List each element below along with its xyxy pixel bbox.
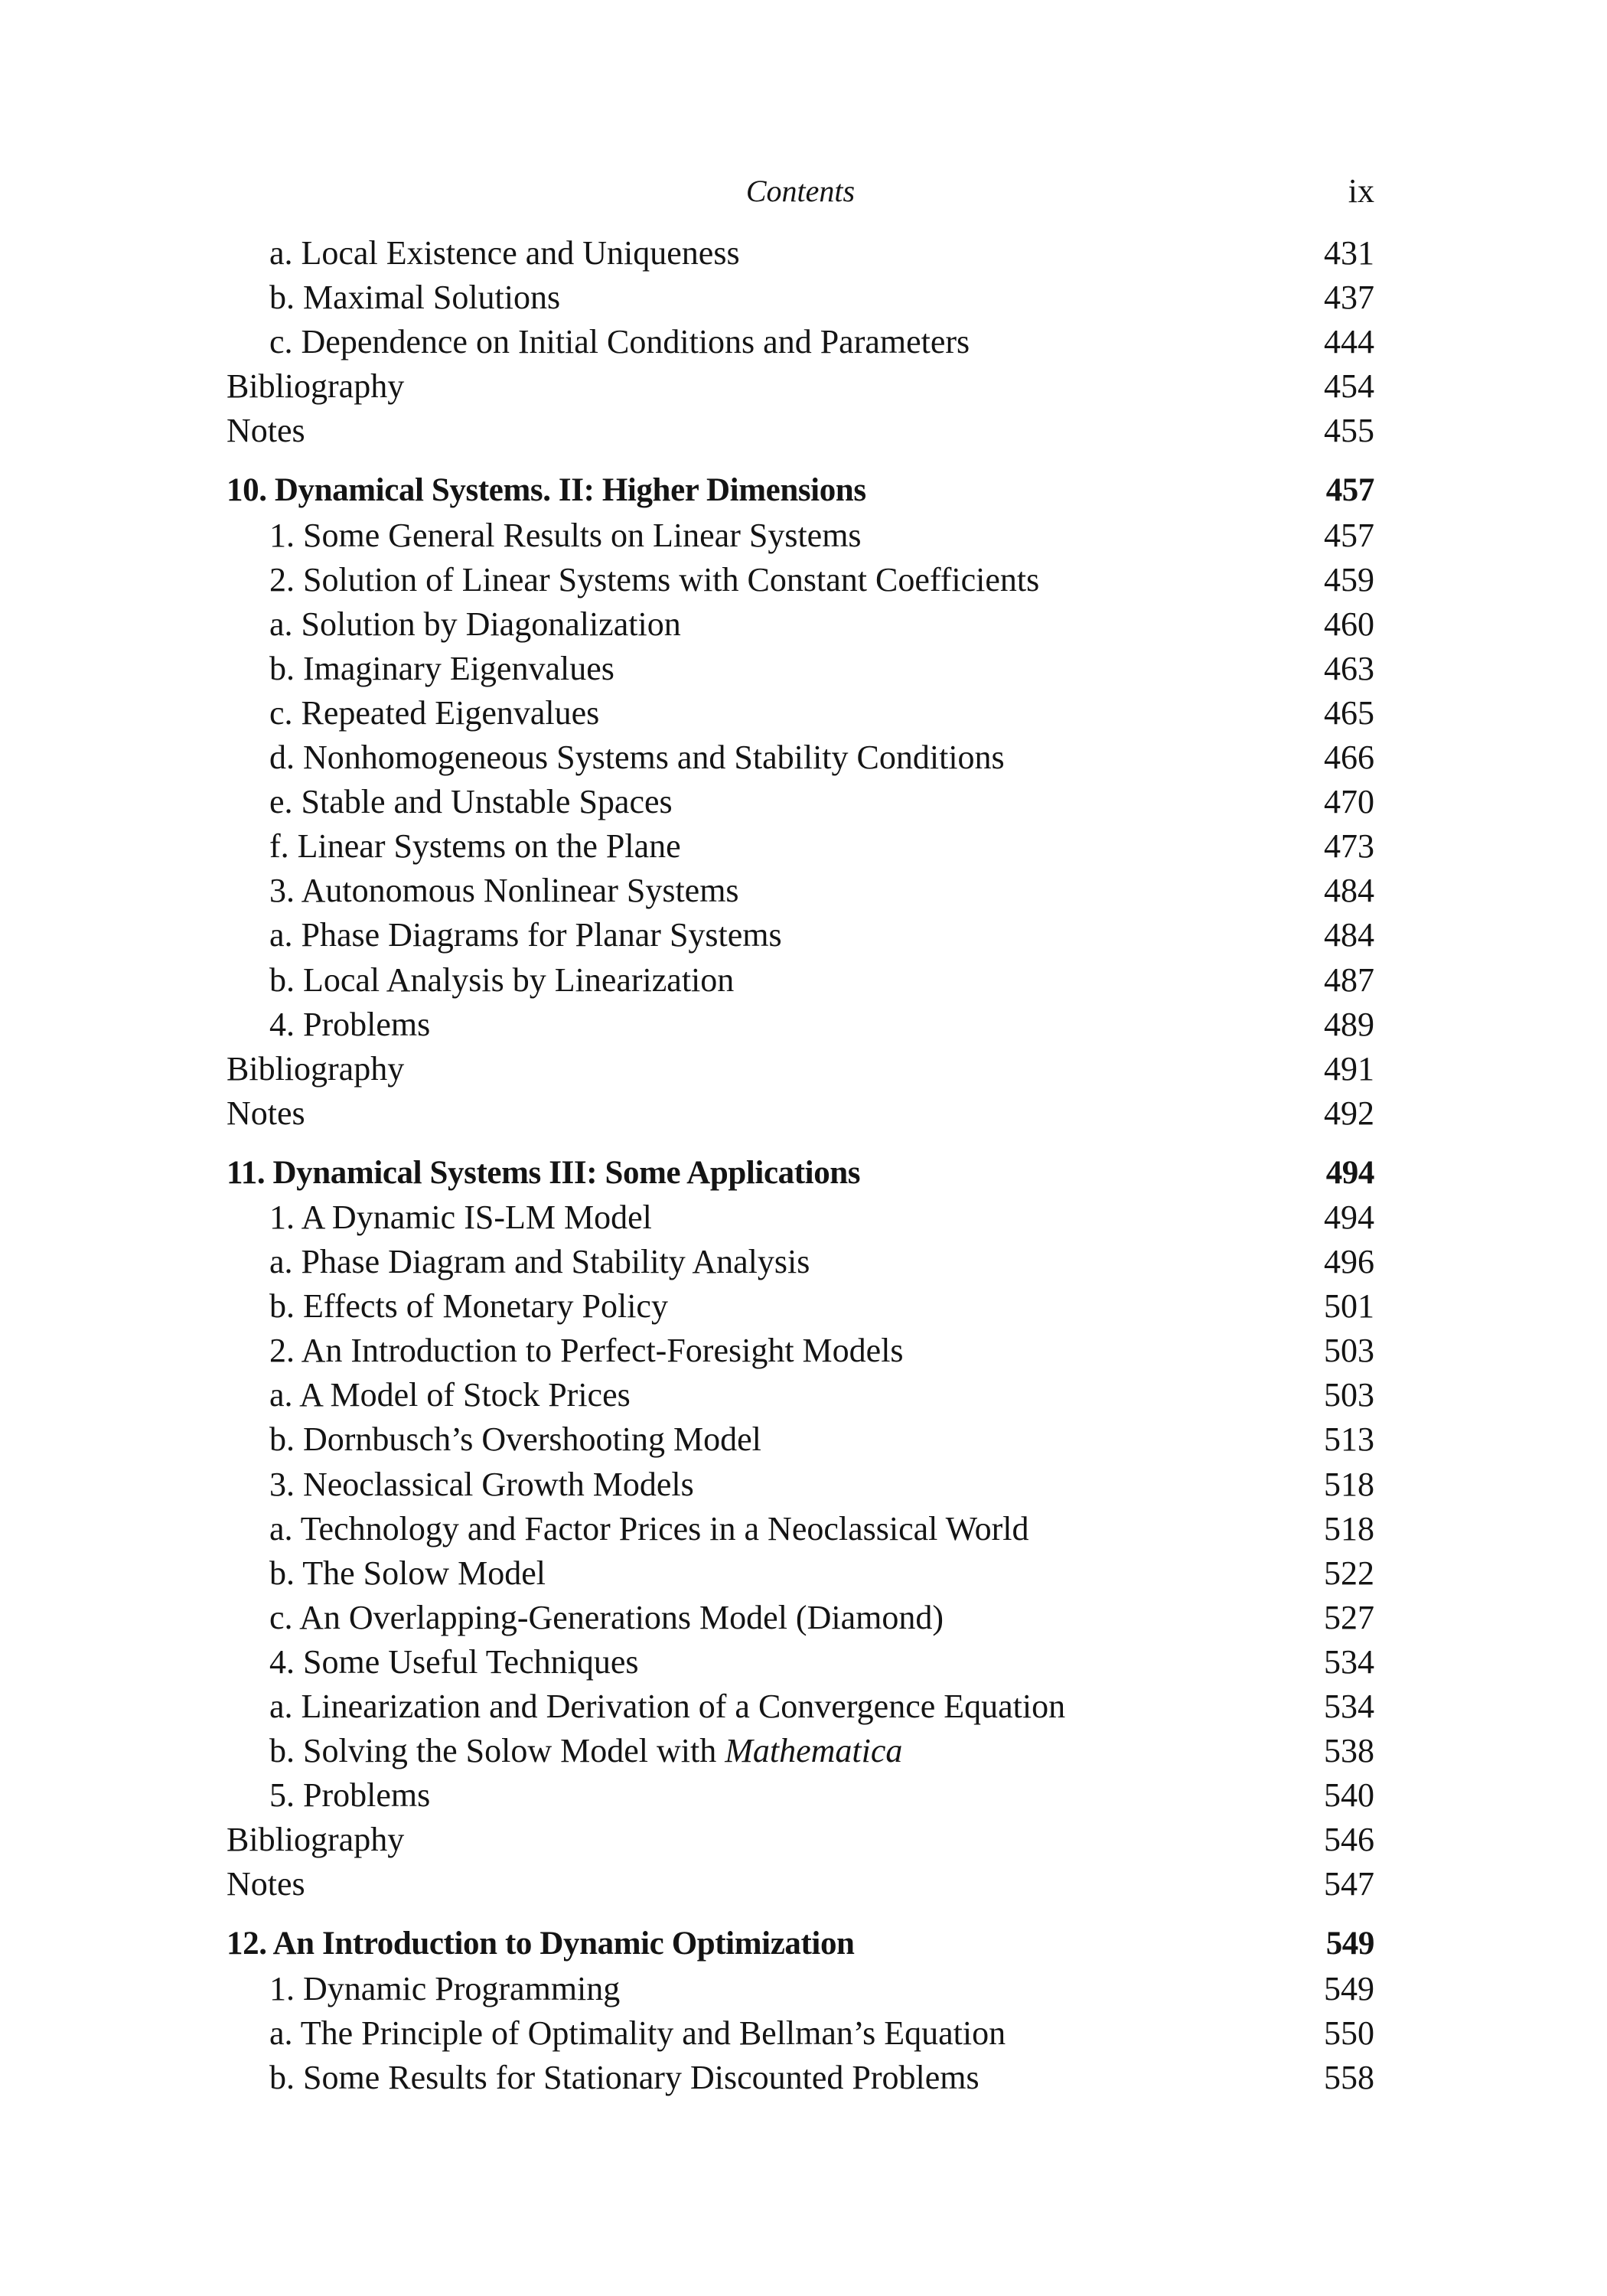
- toc-entry-row[interactable]: [227, 1818, 1374, 1862]
- toc-chapter-row[interactable]: [227, 1922, 1374, 1966]
- toc-entry-title: [269, 602, 681, 647]
- toc-page-number: 437: [1324, 279, 1374, 317]
- toc-entry-row[interactable]: [227, 1729, 1374, 1773]
- toc-entry-title: [269, 1773, 430, 1818]
- toc-entry-label: f. Linear Systems on the Plane: [269, 827, 681, 866]
- toc-entry-title: [269, 824, 681, 869]
- toc-entry-title: [269, 780, 673, 824]
- toc-page-number: 538: [1324, 1732, 1374, 1770]
- toc-entry-row[interactable]: [227, 869, 1374, 913]
- toc-page-number: 547: [1324, 1865, 1374, 1903]
- toc-entry-title: [227, 1151, 860, 1195]
- toc-page-number: 431: [1324, 234, 1374, 272]
- toc-entry-title: [269, 647, 614, 691]
- toc-entry-title: [269, 2056, 980, 2100]
- toc-page-number: 534: [1324, 1642, 1374, 1681]
- toc-entry-label: 4. Problems: [269, 1005, 431, 1043]
- toc-page-number: 518: [1324, 1509, 1374, 1548]
- toc-entry-label: a. Linearization and Derivation of a Convergence Equation: [269, 1688, 1066, 1725]
- toc-entry-title: [269, 1329, 904, 1373]
- toc-entry-label: 2. An Introduction to Perfect-Foresight Models: [269, 1332, 904, 1370]
- toc-page-number: 496: [1324, 1243, 1374, 1281]
- toc-entry-row[interactable]: [227, 1967, 1374, 2011]
- toc-entry-title: [269, 1003, 430, 1047]
- toc-entry-label: 12. An Introduction to Dynamic Optimization: [227, 1926, 855, 1962]
- toc-entry-row[interactable]: [227, 1463, 1374, 1507]
- toc-entry-title: [269, 1507, 1028, 1551]
- toc-page-number: 463: [1324, 649, 1374, 687]
- toc-entry-label: a. Phase Diagram and Stability Analysis: [269, 1243, 810, 1281]
- toc-entry-label: 1. A Dynamic IS-LM Model: [269, 1198, 652, 1236]
- toc-entry-emphasis: Mathematica: [725, 1732, 903, 1770]
- toc-entry-title: [269, 1240, 810, 1284]
- toc-entry-title: [227, 1091, 305, 1136]
- toc-page-number: 455: [1324, 412, 1374, 450]
- toc-page-number: 459: [1324, 560, 1374, 598]
- toc-page-number: 484: [1324, 916, 1374, 954]
- toc-entry-title: [227, 1862, 305, 1906]
- toc-entry-label: b. Effects of Monetary Policy: [269, 1287, 668, 1326]
- toc-entry-row[interactable]: [227, 1596, 1374, 1640]
- toc-entry-label: c. Repeated Eigenvalues: [269, 693, 600, 732]
- toc-entry-label: 11. Dynamical Systems III: Some Applications: [227, 1154, 861, 1191]
- toc-entry-row[interactable]: [227, 1003, 1374, 1047]
- toc-entry-title: [227, 364, 404, 409]
- toc-entry-label: b. Solving the Solow Model with: [269, 1732, 725, 1770]
- toc-page-number: 534: [1324, 1688, 1374, 1725]
- toc-entry-row[interactable]: [227, 1684, 1374, 1729]
- toc-entry-label: a. A Model of Stock Prices: [269, 1376, 631, 1414]
- toc-entry-title: [227, 1922, 855, 1966]
- toc-entry-row[interactable]: [227, 1091, 1374, 1136]
- toc-page-number: 494: [1324, 1198, 1374, 1236]
- toc-entry-label: Notes: [227, 412, 305, 450]
- toc-entry-label: b. The Solow Model: [269, 1554, 546, 1592]
- toc-page-number: 460: [1324, 605, 1374, 643]
- toc-page-number: 550: [1324, 2014, 1374, 2052]
- toc-entry-title: [269, 1967, 620, 2011]
- toc-entry-row[interactable]: [227, 780, 1374, 824]
- toc-page-number: 491: [1324, 1049, 1374, 1088]
- toc-page-number: 501: [1324, 1287, 1374, 1326]
- toc-entry-label: a. Solution by Diagonalization: [269, 605, 681, 643]
- toc-page-number: 473: [1324, 827, 1374, 866]
- toc-entry-row[interactable]: [227, 320, 1374, 364]
- toc-entry-title: [269, 1284, 668, 1329]
- toc-entry-label: a. Local Existence and Uniqueness: [269, 234, 740, 272]
- toc-page-number: 494: [1325, 1154, 1374, 1191]
- toc-entry-label: Bibliography: [227, 1049, 405, 1088]
- toc-entry-title: [269, 1684, 1065, 1729]
- toc-entry-row[interactable]: [227, 824, 1374, 869]
- toc-entry-row[interactable]: [227, 602, 1374, 647]
- toc-entry-row[interactable]: [227, 1551, 1374, 1596]
- toc-entry-row[interactable]: [227, 276, 1374, 320]
- toc-entry-label: a. Technology and Factor Prices in a Neoclassical World: [269, 1509, 1029, 1548]
- toc-entry-title: [269, 1729, 902, 1773]
- toc-entry-title: [269, 276, 560, 320]
- toc-page-number: 487: [1324, 960, 1374, 999]
- page-number: ix: [1348, 172, 1374, 210]
- toc-page-number: 518: [1324, 1465, 1374, 1503]
- toc-entry-label: 1. Dynamic Programming: [269, 1969, 621, 2007]
- toc-entry-label: 10. Dynamical Systems. II: Higher Dimensions: [227, 472, 866, 509]
- toc-entry-row[interactable]: [227, 2056, 1374, 2100]
- toc-entry-title: [269, 1596, 944, 1640]
- toc-entry-label: Bibliography: [227, 1821, 405, 1859]
- toc-page-number: 558: [1324, 2058, 1374, 2096]
- toc-entry-row[interactable]: [227, 1862, 1374, 1906]
- toc-page-number: 503: [1324, 1376, 1374, 1414]
- toc-page-number: 503: [1324, 1332, 1374, 1370]
- toc-page-number: 470: [1324, 783, 1374, 821]
- toc-page-number: 457: [1325, 472, 1374, 509]
- toc-entry-title: [269, 958, 734, 1003]
- toc-entry-label: e. Stable and Unstable Spaces: [269, 783, 673, 821]
- toc-entry-title: [269, 320, 970, 364]
- toc-entry-row[interactable]: [227, 514, 1374, 558]
- toc-entry-title: [269, 869, 739, 913]
- toc-entry-row[interactable]: [227, 1507, 1374, 1551]
- toc-entry-label: Notes: [227, 1094, 305, 1132]
- toc-entry-row[interactable]: [227, 1329, 1374, 1373]
- toc-entry-label: b. Maximal Solutions: [269, 279, 561, 317]
- toc-entry-title: [227, 409, 305, 453]
- toc-entry-label: b. Some Results for Stationary Discounted Problems: [269, 2058, 980, 2096]
- toc-entry-label: c. An Overlapping-Generations Model (Diamond): [269, 1598, 944, 1636]
- toc-entry-title: [227, 1047, 404, 1091]
- toc-page-number: 465: [1324, 693, 1374, 732]
- toc-page-number: 527: [1324, 1598, 1374, 1636]
- toc-entry-title: [269, 691, 599, 735]
- running-title: Contents: [745, 174, 856, 208]
- toc-entry-row[interactable]: [227, 1047, 1374, 1091]
- toc-entry-row[interactable]: [227, 1417, 1374, 1462]
- toc-entry-title: [269, 231, 740, 276]
- toc-page-number: 492: [1324, 1094, 1374, 1132]
- toc-entry-label: b. Local Analysis by Linearization: [269, 960, 735, 999]
- toc-entry-label: a. The Principle of Optimality and Bellman’s Equation: [269, 2014, 1006, 2052]
- toc-entry-title: [227, 1818, 404, 1862]
- toc-entry-label: d. Nonhomogeneous Systems and Stability Conditions: [269, 739, 1005, 777]
- toc-entry-row[interactable]: [227, 1284, 1374, 1329]
- toc-entry-title: [269, 913, 782, 957]
- toc-entry-row[interactable]: [227, 409, 1374, 453]
- toc-entry-title: [269, 735, 1005, 780]
- toc-entry-title: [269, 1640, 638, 1684]
- toc-entry-title: [269, 514, 862, 558]
- toc-entry-label: 4. Some Useful Techniques: [269, 1642, 639, 1681]
- toc-entry-row[interactable]: [227, 647, 1374, 691]
- toc-page-number: 522: [1324, 1554, 1374, 1592]
- toc-page-number: 489: [1324, 1005, 1374, 1043]
- toc-entry-title: [269, 2011, 1006, 2056]
- toc-entry-row[interactable]: [227, 913, 1374, 957]
- toc-entry-row[interactable]: [227, 1195, 1374, 1240]
- toc-entry-row[interactable]: [227, 1240, 1374, 1284]
- table-of-contents: [227, 231, 1374, 2100]
- toc-page-number: 444: [1324, 323, 1374, 361]
- toc-entry-title: [269, 1463, 694, 1507]
- toc-entry-row[interactable]: [227, 364, 1374, 409]
- toc-entry-label: 2. Solution of Linear Systems with Constant Coefficients: [269, 560, 1040, 598]
- toc-entry-label: b. Imaginary Eigenvalues: [269, 649, 614, 687]
- toc-page-number: 454: [1324, 367, 1374, 406]
- toc-entry-row[interactable]: [227, 231, 1374, 276]
- running-head: [227, 168, 1374, 214]
- toc-entry-row[interactable]: [227, 2011, 1374, 2056]
- toc-entry-row[interactable]: [227, 1773, 1374, 1818]
- toc-entry-title: [269, 1417, 761, 1462]
- toc-page-number: 457: [1324, 516, 1374, 554]
- toc-page-number: 540: [1324, 1776, 1374, 1815]
- toc-entry-row[interactable]: [227, 1640, 1374, 1684]
- toc-entry-title: [227, 468, 866, 513]
- toc-entry-title: [269, 558, 1039, 602]
- toc-entry-row[interactable]: [227, 558, 1374, 602]
- toc-entry-label: 3. Autonomous Nonlinear Systems: [269, 872, 739, 910]
- toc-page-number: 549: [1324, 1969, 1374, 2007]
- toc-chapter-row[interactable]: [227, 1151, 1374, 1195]
- toc-entry-label: c. Dependence on Initial Conditions and Parameters: [269, 323, 970, 361]
- toc-entry-row[interactable]: [227, 1373, 1374, 1417]
- toc-entry-label: Bibliography: [227, 367, 405, 406]
- toc-page-number: 513: [1324, 1420, 1374, 1459]
- toc-page-number: 549: [1325, 1926, 1374, 1962]
- toc-page-number: 466: [1324, 739, 1374, 777]
- toc-entry-title: [269, 1195, 652, 1240]
- toc-entry-row[interactable]: [227, 691, 1374, 735]
- toc-entry-label: Notes: [227, 1865, 305, 1903]
- toc-entry-label: 3. Neoclassical Growth Models: [269, 1465, 694, 1503]
- toc-entry-row[interactable]: [227, 735, 1374, 780]
- toc-entry-label: 5. Problems: [269, 1776, 431, 1815]
- toc-entry-label: b. Dornbusch’s Overshooting Model: [269, 1420, 761, 1459]
- toc-entry-row[interactable]: [227, 958, 1374, 1003]
- toc-page-number: 484: [1324, 872, 1374, 910]
- toc-entry-title: [269, 1551, 546, 1596]
- toc-entry-title: [269, 1373, 631, 1417]
- toc-chapter-row[interactable]: [227, 468, 1374, 513]
- toc-page-number: 546: [1324, 1821, 1374, 1859]
- toc-entry-label: 1. Some General Results on Linear Systems: [269, 516, 862, 554]
- toc-entry-label: a. Phase Diagrams for Planar Systems: [269, 916, 782, 954]
